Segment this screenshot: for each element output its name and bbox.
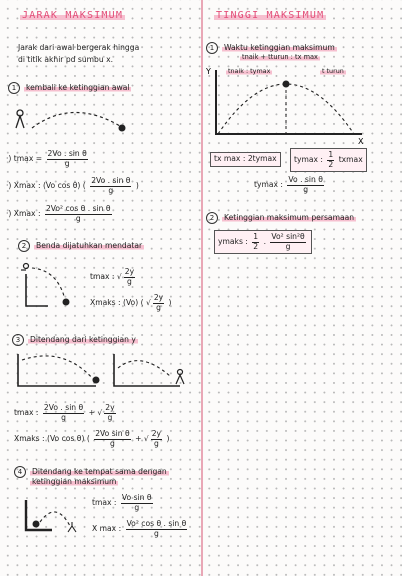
section-4-label-1: Ditendang ke tempat sama dengan [32, 467, 167, 476]
formula-xmaks-3: Xmaks : (Vo cos θ) ( $\frac{\text{2Vo sin θ}}{g}$ + √ $\frac{2y}{g}$ ) [14, 429, 170, 448]
note-time-up: tnaik : tymax [228, 67, 271, 75]
right-section-2-number: 2 [206, 212, 218, 224]
section-1-label: kembali ke ketinggian awal [26, 83, 130, 92]
axis-lines [216, 67, 362, 134]
axis-y-label: Y [206, 67, 211, 76]
trajectory-arc [40, 512, 70, 526]
note-time-down: t turun [322, 67, 344, 75]
person-icon [16, 110, 24, 128]
section-2-label: Benda dijatuhkan mendatar [36, 241, 143, 250]
right-section-2-label: Ketinggian maksimum persamaan [224, 213, 355, 222]
section-4-number: 4 [14, 466, 26, 478]
diagram-horizontal-drop [18, 262, 88, 312]
ball-icon [93, 377, 100, 384]
section-3-number: 3 [12, 334, 24, 346]
right-section-2-heading [206, 212, 356, 224]
person-icon [176, 370, 184, 385]
box-ty-max: tymax : $\frac{1}{2}$ txmax [290, 148, 367, 172]
peak-point-icon [283, 81, 290, 88]
section-3-heading [12, 334, 138, 346]
formula-tmax-4: tmax : $\frac{\text{Vo sin θ}}{g}$ [92, 493, 152, 512]
formula-ymaks: ymaks : $\frac{1}{2}$ . $\frac{\text{Vo² sin²θ}}{g}$ [214, 230, 312, 254]
person-icon [21, 264, 29, 271]
column-divider [201, 0, 203, 576]
section-3-label: Ditendang dari ketinggian y [30, 335, 136, 344]
diagram-kick-from-height-a [14, 350, 104, 392]
ground-line [26, 274, 48, 306]
max-height-graph [206, 62, 366, 146]
trajectory-arc [22, 356, 94, 380]
formula-tmax-1: ·) tmax = $\frac{\text{2Vo . sin θ}}{g}$ [6, 149, 87, 168]
right-page-title: TINGGI MAKSIMUM [216, 10, 325, 21]
axis-x-label: X [358, 137, 364, 146]
diagram-kick-from-height-b [110, 350, 190, 392]
right-section-1-number: 1 [206, 42, 218, 54]
formula-xmaks-2: Xmaks : (Vo) ( √ $\frac{2y}{g}$ ) [90, 293, 172, 312]
section-2-number: 2 [18, 240, 30, 252]
section-1-number: 1 [8, 82, 20, 94]
formula-xmax-1: ·) Xmax : (Vo cos θ) ( $\frac{\text{2Vo . sin θ}}{g}$ ) [6, 176, 139, 195]
box-tx-max: tx max : 2tymax [210, 152, 281, 167]
section-4-heading-line-2: ketinggian maksimum [32, 477, 117, 486]
ground-line [114, 354, 180, 386]
ball-icon [63, 299, 70, 306]
right-section-1-label: Waktu ketinggian maksimum [224, 43, 335, 52]
formula-tmax-2: tmax : √ $\frac{2y}{g}$ [90, 267, 135, 286]
intro-line-1: Jarak dari awal bergerak hingga [18, 43, 140, 52]
trajectory-arc [32, 268, 64, 296]
trajectory-arc [32, 112, 120, 128]
left-page-title: JARAK MAKSIMUM [22, 10, 124, 21]
section-2-heading [18, 240, 144, 252]
formula-tmax-3: tmax : $\frac{\text{2Vo . sin θ}}{g}$ + √ $\frac{2y}{g}$ [14, 403, 115, 422]
ball-icon [119, 125, 126, 132]
trajectory-arc [118, 361, 170, 376]
ground-line [18, 354, 96, 386]
formula-xmax-4: X max : $\frac{\text{Vo² cos θ . sin θ}}{g}$ [92, 519, 187, 538]
diagram-return-to-start-height [12, 104, 132, 144]
diagram-kick-to-max-height [22, 496, 82, 538]
ball-icon [33, 521, 40, 528]
formula-xmax-2: ·) Xmax : $\frac{\text{2Vo² cos θ . sin θ}}{g}$ [6, 204, 111, 223]
section-1-heading [8, 82, 131, 94]
intro-line-2: di titik akhir pd sumbu x. [18, 55, 114, 64]
note-time-sum: tnaik + tturun : tx max [242, 53, 318, 61]
formula-tymax: tymax : $\frac{\text{Vo . sin θ}}{g}$ [254, 175, 323, 194]
